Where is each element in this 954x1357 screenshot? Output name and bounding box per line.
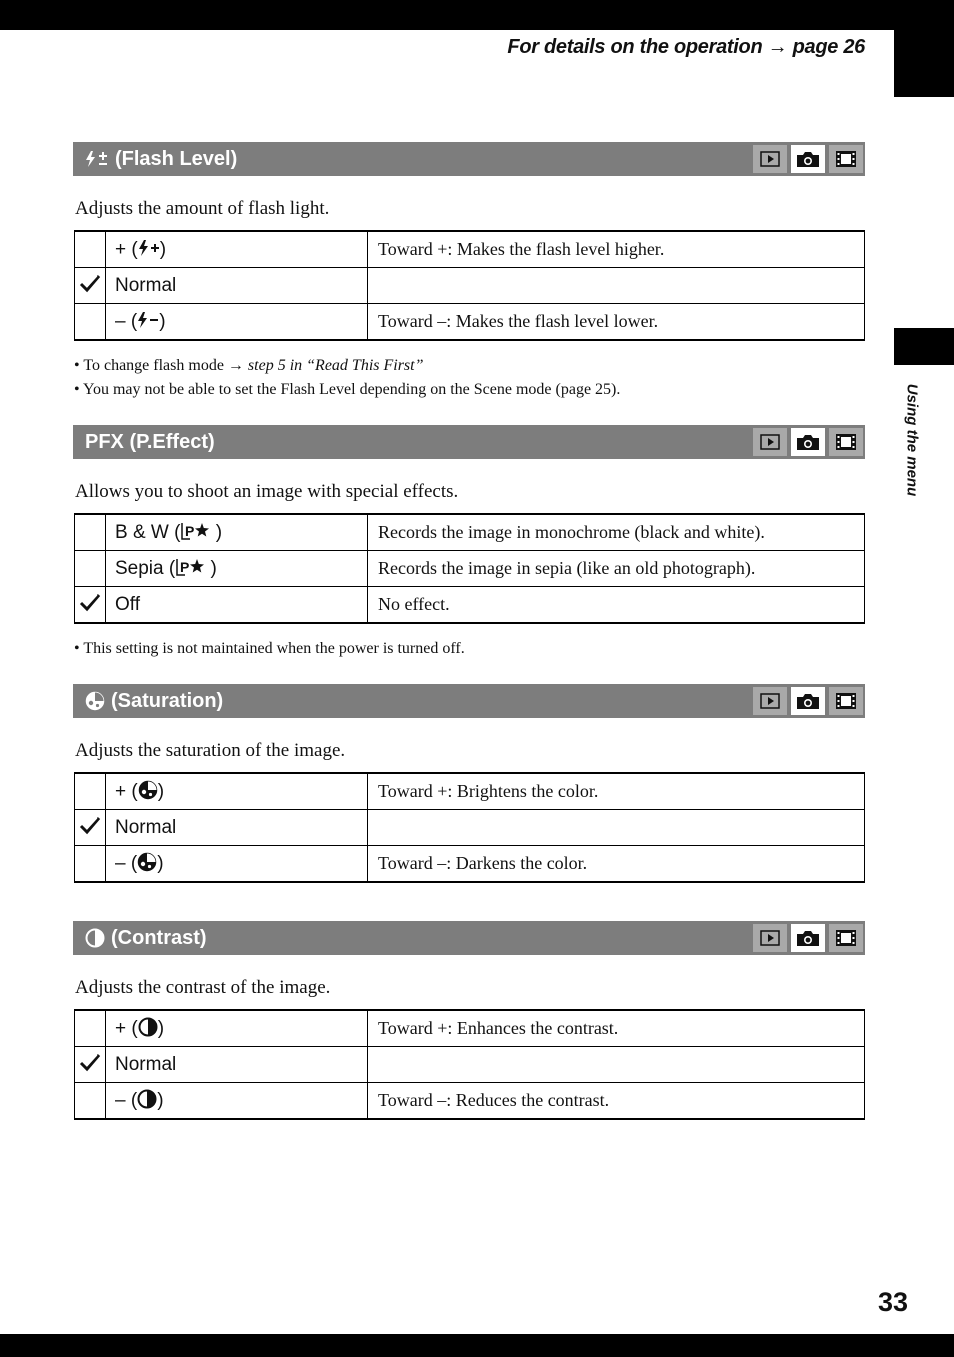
section-title-text: (Flash Level) xyxy=(115,147,238,170)
flash-minus-icon xyxy=(137,311,159,329)
option-label-close: ) xyxy=(157,780,165,802)
reference-page: page 26 xyxy=(792,36,865,58)
camera-icon xyxy=(791,145,825,173)
section-title xyxy=(85,921,207,955)
note-item xyxy=(74,354,620,378)
option-label: – ( xyxy=(115,310,138,332)
camera-icon xyxy=(791,924,825,952)
svg-text:P: P xyxy=(180,558,190,575)
movie-icon xyxy=(829,145,863,173)
default-marker-cell xyxy=(75,231,106,268)
picture-effect-icon xyxy=(175,556,205,578)
option-label: Off xyxy=(115,593,140,615)
default-marker-cell xyxy=(75,846,106,883)
section-header-flash-level xyxy=(73,142,865,176)
playback-icon xyxy=(753,428,787,456)
option-description: Toward +: Makes the flash level higher. xyxy=(368,231,865,268)
playback-icon xyxy=(753,145,787,173)
option-description xyxy=(368,268,865,304)
section-title-text: (Saturation) xyxy=(111,689,224,712)
check-icon xyxy=(79,1059,101,1076)
check-icon xyxy=(79,599,101,616)
default-marker-cell xyxy=(75,551,106,587)
side-label: Using the menu xyxy=(903,383,921,497)
table-row xyxy=(75,846,865,883)
default-marker-cell xyxy=(75,514,106,551)
option-name xyxy=(106,810,368,846)
section-description: Allows you to shoot an image with special effects. xyxy=(75,481,459,502)
playback-icon xyxy=(753,687,787,715)
mode-icons xyxy=(753,687,863,715)
option-description: Toward –: Darkens the color. xyxy=(368,846,865,883)
option-name xyxy=(106,304,368,341)
note-text: • You may not be able to set the Flash Level depending on the Scene mode (page 25). xyxy=(74,381,621,398)
option-label: + ( xyxy=(115,238,138,260)
options-table-p-effect xyxy=(74,513,865,624)
default-marker-cell xyxy=(75,773,106,810)
option-description: Toward –: Reduces the contrast. xyxy=(368,1083,865,1120)
option-description: Toward +: Enhances the contrast. xyxy=(368,1010,865,1047)
table-row xyxy=(75,810,865,846)
section-header-p-effect xyxy=(73,425,865,459)
table-row xyxy=(75,587,865,624)
option-name xyxy=(106,514,368,551)
option-description: No effect. xyxy=(368,587,865,624)
section-title xyxy=(85,142,237,176)
option-name xyxy=(106,1010,368,1047)
section-header-contrast xyxy=(73,921,865,955)
option-label: Sepia ( xyxy=(115,557,176,579)
option-label: – ( xyxy=(115,852,138,874)
table-row xyxy=(75,268,865,304)
option-name xyxy=(106,846,368,883)
option-label-close: ) xyxy=(210,521,223,543)
section-description: Adjusts the amount of flash light. xyxy=(75,198,330,219)
section-title xyxy=(85,425,215,459)
option-name xyxy=(106,551,368,587)
option-description xyxy=(368,810,865,846)
option-name xyxy=(106,1083,368,1120)
option-description: Toward +: Brightens the color. xyxy=(368,773,865,810)
default-marker-cell xyxy=(75,810,106,846)
operation-reference xyxy=(507,36,865,59)
option-label-close: ) xyxy=(157,852,164,874)
option-label: + ( xyxy=(115,1017,138,1039)
default-marker-cell xyxy=(75,268,106,304)
note-text: • To change flash mode xyxy=(74,357,224,374)
option-description xyxy=(368,1047,865,1083)
option-label: – ( xyxy=(115,1089,138,1111)
default-marker-cell xyxy=(75,1010,106,1047)
option-label: Normal xyxy=(115,816,177,838)
table-row xyxy=(75,1083,865,1120)
note-item xyxy=(74,637,465,661)
mode-icons xyxy=(753,924,863,952)
picture-effect-icon xyxy=(180,520,210,542)
table-row xyxy=(75,551,865,587)
section-title xyxy=(85,684,223,718)
default-marker-cell xyxy=(75,1083,106,1120)
option-label: B & W ( xyxy=(115,521,181,543)
option-label: Normal xyxy=(115,1053,177,1075)
section-description: Adjusts the contrast of the image. xyxy=(75,977,331,998)
page-number: 33 xyxy=(877,1287,908,1317)
options-table-contrast xyxy=(74,1009,865,1120)
notes xyxy=(74,637,465,661)
option-description: Records the image in monochrome (black and white). xyxy=(368,514,865,551)
movie-icon xyxy=(829,687,863,715)
note-text: • This setting is not maintained when the power is turned off. xyxy=(74,640,465,657)
default-marker-cell xyxy=(75,304,106,341)
default-marker-cell xyxy=(75,587,106,624)
table-row xyxy=(75,1010,865,1047)
option-name xyxy=(106,1047,368,1083)
mode-icons xyxy=(753,428,863,456)
default-marker-cell xyxy=(75,1047,106,1083)
table-row xyxy=(75,1047,865,1083)
table-row xyxy=(75,231,865,268)
option-label-close: ) xyxy=(205,557,217,579)
camera-icon xyxy=(791,687,825,715)
camera-icon xyxy=(791,428,825,456)
option-name xyxy=(106,231,368,268)
options-table-flash-level xyxy=(74,230,865,341)
bottom-bar xyxy=(0,1334,954,1357)
option-label-close: ) xyxy=(159,310,166,332)
options-table-saturation xyxy=(74,772,865,883)
table-row xyxy=(75,773,865,810)
section-description: Adjusts the saturation of the image. xyxy=(75,740,346,761)
svg-text:P: P xyxy=(185,522,195,539)
flash-plus-icon xyxy=(138,239,160,257)
option-name xyxy=(106,773,368,810)
contrast-icon xyxy=(85,928,105,948)
option-label: + ( xyxy=(115,780,138,802)
option-name xyxy=(106,587,368,624)
arrow-icon: → xyxy=(767,36,788,58)
top-bar xyxy=(0,0,954,30)
check-icon xyxy=(79,822,101,839)
note-reference: step 5 in “Read This First” xyxy=(247,357,424,374)
option-description: Toward –: Makes the flash level lower. xyxy=(368,304,865,341)
saturation-icon xyxy=(138,780,158,800)
saturation-icon xyxy=(137,852,157,872)
option-label: Normal xyxy=(115,274,177,296)
section-title-text: PFX (P.Effect) xyxy=(85,430,215,453)
notes xyxy=(74,354,620,402)
option-description: Records the image in sepia (like an old photograph). xyxy=(368,551,865,587)
option-name xyxy=(106,268,368,304)
saturation-icon xyxy=(85,691,105,711)
section-title-text: (Contrast) xyxy=(111,926,207,949)
table-row xyxy=(75,304,865,341)
corner-tab xyxy=(894,30,954,97)
section-tab xyxy=(894,328,954,365)
flash-level-icon xyxy=(85,150,109,168)
table-row xyxy=(75,514,865,551)
reference-text: For details on the operation xyxy=(507,36,763,58)
section-header-saturation xyxy=(73,684,865,718)
contrast-icon xyxy=(137,1089,157,1109)
playback-icon xyxy=(753,924,787,952)
arrow-icon: → xyxy=(227,357,244,374)
movie-icon xyxy=(829,428,863,456)
contrast-icon xyxy=(138,1017,158,1037)
option-label-close: ) xyxy=(157,1017,165,1039)
check-icon xyxy=(79,280,101,297)
option-label-close: ) xyxy=(157,1089,164,1111)
note-item xyxy=(74,378,620,402)
movie-icon xyxy=(829,924,863,952)
mode-icons xyxy=(753,145,863,173)
option-label-close: ) xyxy=(159,238,167,260)
